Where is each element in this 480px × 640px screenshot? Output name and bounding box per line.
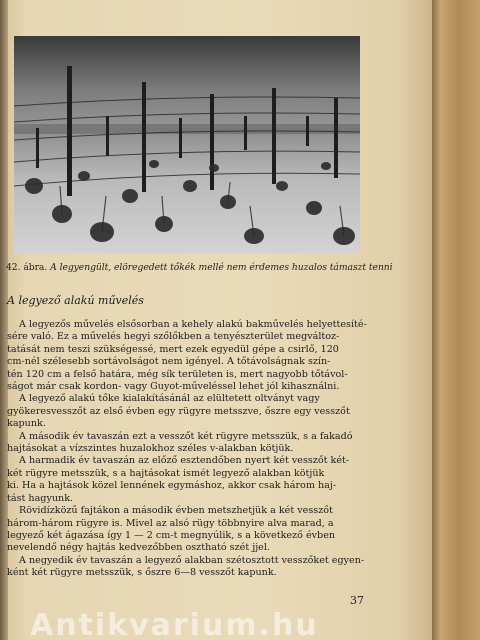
book-spine-edge	[432, 0, 480, 640]
vineyard-photo-image	[14, 36, 360, 254]
text-line: ki. Ha a hajtások közel lennének egymáshoz, akkor csak három haj-	[7, 480, 337, 492]
figure-caption-text: A legyengült, elöregedett tőkék mellé nem érdemes huzalos támaszt tenni	[50, 262, 393, 273]
text-line: sére való. Ez a művelés hegyi szőlőkben a tenyészterület megváltoz-	[7, 331, 340, 343]
figure-caption	[6, 262, 393, 273]
text-line: A második év tavaszán ezt a vesszőt két rügyre metsszük, s a fakadó	[19, 430, 353, 442]
page-number: 37	[350, 594, 364, 607]
text-line: ságot már csak kordon- vagy Guyot-műveléssel lehet jól kihasználni.	[7, 381, 340, 393]
text-line: tást hagyunk.	[7, 492, 74, 504]
text-line: gyökeresvesszőt az első évben egy rügyre metsszve, őszre egy vesszőt	[7, 405, 350, 417]
text-line: három-három rügyre is. Mivel az alsó rügy többnyire alva marad, a	[7, 517, 334, 529]
text-line: cm-nél szélesebb sortávolságot nem igényel. A tőtávolságnak szín-	[7, 356, 331, 368]
figure-photo	[14, 36, 360, 254]
text-line: tatását nem teszi szükségessé, mert ezek egyedül gépe a csirlő, 120	[7, 343, 339, 355]
body-text	[7, 319, 367, 580]
text-line: két rügyre metsszük, s a hajtásokat ismét legyező alakban kötjük	[7, 467, 325, 479]
text-line: legyező két ágazása így 1 — 2 cm-t megnyúlik, s a következő évben	[7, 529, 336, 541]
text-line: Rövidízközű fajtákon a második évben metszhetjük a két vesszőt	[19, 505, 333, 517]
text-line: ként két rügyre metsszük, s őszre 6—8 vesszőt kapunk.	[7, 567, 277, 579]
text-line: tén 120 cm a felső határa, még sík területen is, mert nagyobb tőtávol-	[7, 368, 348, 380]
figure-caption-label: 42. ábra.	[6, 262, 48, 273]
text-line: nevelendő négy hajtás kedvezőbben osztható szét jjel.	[7, 542, 270, 554]
section-heading: A legyező alakú művelés	[7, 294, 144, 307]
text-line: A harmadik év tavaszán az előző esztendőben nyert két vesszőt két-	[19, 455, 350, 467]
text-line: A negyedik év tavaszán a legyező alakban szétosztott vesszőket egyen-	[19, 554, 365, 566]
watermark-text: Antikvarium.hu	[30, 612, 319, 640]
text-line: hajtásokat a vízszintes huzalokhoz széles v-alakban kötjük.	[7, 443, 294, 455]
text-line: kapunk.	[7, 418, 46, 430]
text-line: A legyezős művelés elsősorban a kehely alakú bakművelés helyettesíté-	[19, 319, 367, 330]
text-line: A legyező alakú tőke kialakításánál az elültetett oltványt vagy	[19, 393, 320, 405]
